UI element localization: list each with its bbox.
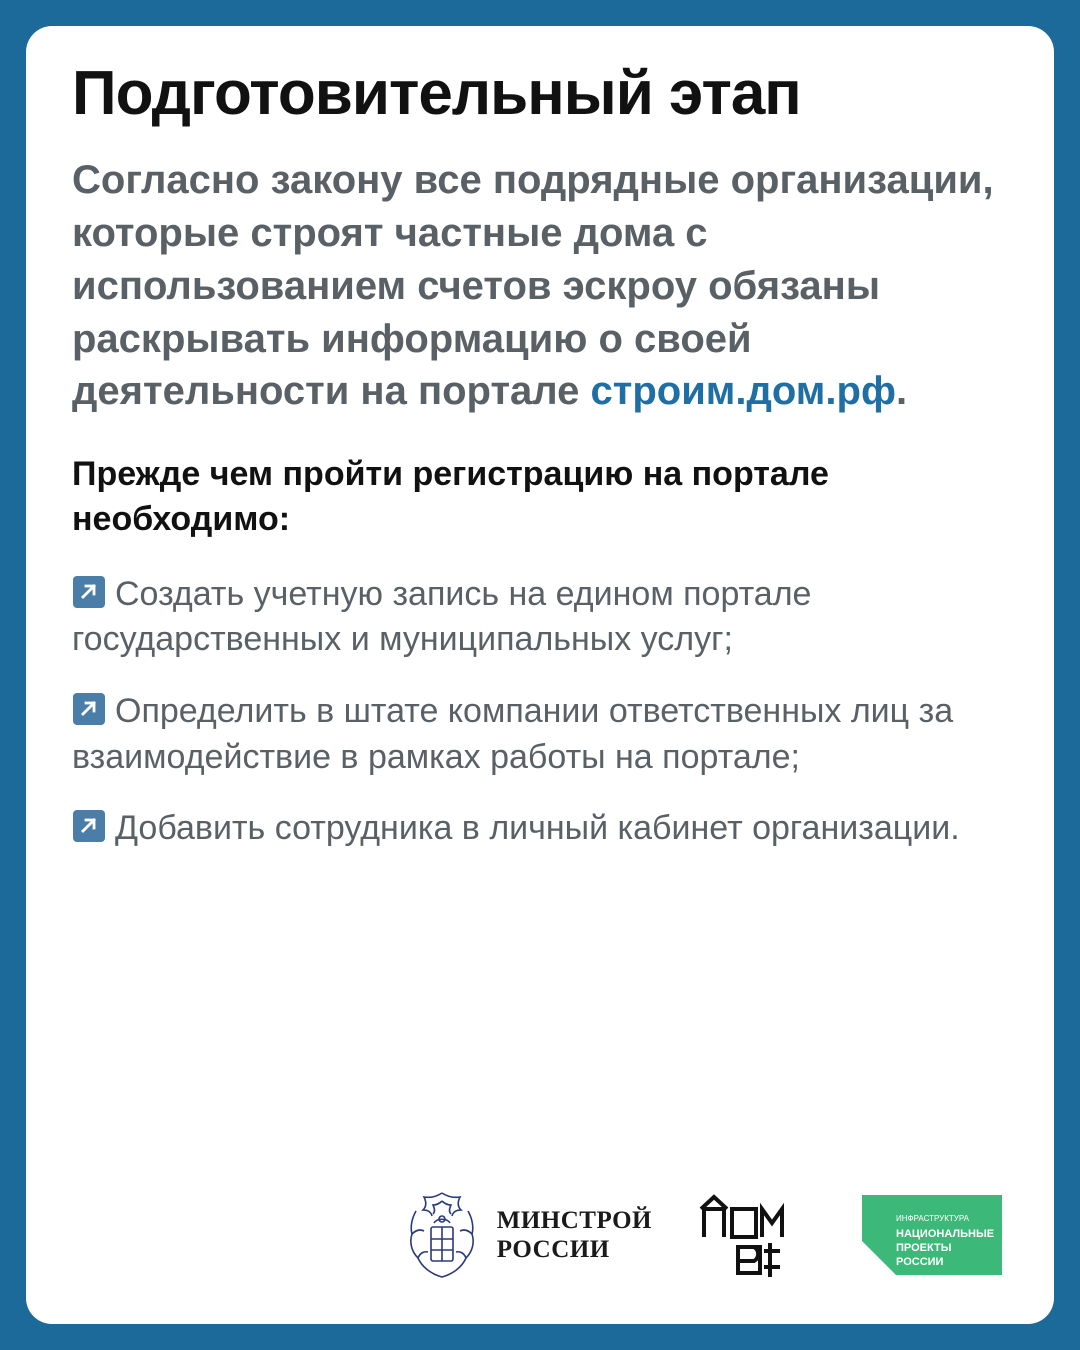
- lead-text-before-link: Согласно закону все подрядные организации, которые строят частные дома с использованием счетов эскроу обязаны раскрывать информацию о своей деятельности на портале: [72, 158, 994, 414]
- svg-text:ИНФРАСТРУКТУРА: ИНФРАСТРУКТУРА: [896, 1214, 969, 1223]
- portal-link[interactable]: строим.дом.рф: [590, 369, 896, 414]
- list-item: [72, 689, 1008, 780]
- logo-row: [72, 1180, 1008, 1290]
- list-item-label: Создать учетную запись на едином портале государственных и муниципальных услуг;: [72, 574, 812, 659]
- svg-text:НАЦИОНАЛЬНЫЕ: НАЦИОНАЛЬНЫЕ: [896, 1228, 995, 1240]
- lead-text-after-link: .: [895, 369, 908, 414]
- subheading: Прежде чем пройти регистрацию на портале необходимо:: [72, 455, 829, 539]
- arrow-up-right-box-icon: [72, 575, 106, 609]
- arrow-up-right-box-icon: [72, 692, 106, 726]
- page-title: Подготовительный этап: [72, 59, 801, 128]
- lead-paragraph: [72, 154, 1008, 418]
- national-projects-logo-icon: [856, 1189, 1008, 1281]
- svg-text:РОССИИ: РОССИИ: [896, 1256, 944, 1268]
- minstroy-logo: [401, 1187, 652, 1283]
- arrow-up-right-box-icon: [72, 809, 106, 843]
- minstroy-logo-line2: РОССИИ: [496, 1236, 610, 1263]
- minstroy-logo-caption: [497, 1206, 652, 1265]
- dom-rf-logo-icon: [698, 1189, 810, 1281]
- list-item: [72, 572, 1008, 663]
- russian-coat-of-arms-icon: [401, 1187, 483, 1283]
- list-item: [72, 806, 1008, 852]
- list-item-label: Добавить сотрудника в личный кабинет организации.: [115, 809, 960, 848]
- requirements-list: [72, 572, 1008, 852]
- minstroy-logo-line1: МИНСТРОЙ: [496, 1206, 652, 1234]
- info-card: [26, 26, 1054, 1324]
- svg-text:ПРОЕКТЫ: ПРОЕКТЫ: [896, 1242, 952, 1254]
- list-item-label: Определить в штате компании ответственных лиц за взаимодействие в рамках работы на портале;: [72, 692, 954, 776]
